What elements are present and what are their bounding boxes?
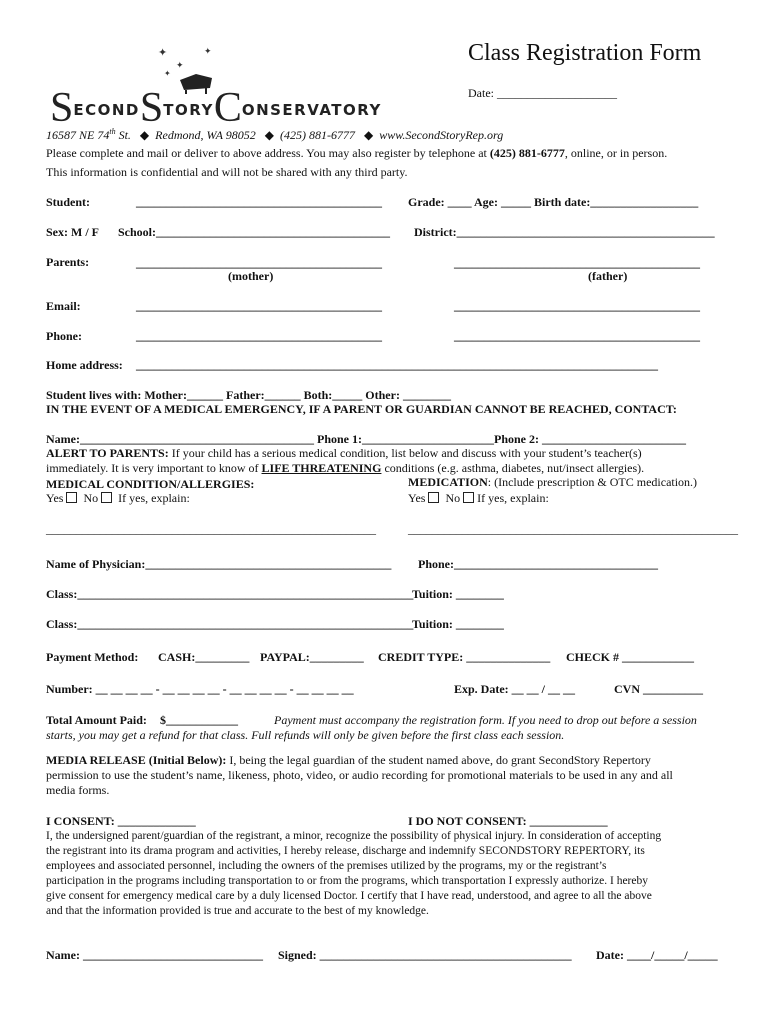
media-release-line-3: media forms. bbox=[46, 783, 110, 797]
tuition-1-input[interactable]: Tuition: ________ bbox=[412, 587, 504, 601]
svg-text:✦: ✦ bbox=[176, 60, 184, 70]
form-title: Class Registration Form bbox=[468, 40, 702, 66]
medication-label: MEDICATION bbox=[408, 475, 488, 489]
email-label: Email: bbox=[46, 299, 81, 313]
medication-no-checkbox[interactable] bbox=[463, 492, 474, 503]
conservatory-logo bbox=[50, 44, 382, 131]
signature-name-input[interactable]: Name: ______________________________ bbox=[46, 948, 263, 962]
payment-note-1: Payment must accompany the registration form. If you need to drop out before a session bbox=[274, 713, 697, 727]
if-yes-label: If yes, explain: bbox=[118, 491, 190, 505]
email-input-1[interactable]: _________________________________________ bbox=[136, 299, 382, 313]
mother-input[interactable]: _________________________________________ bbox=[136, 256, 382, 270]
lives-with-fields[interactable]: Student lives with: Mother:______ Father:______ Both:_____ Other: ________ bbox=[46, 388, 451, 402]
alert-line-1 bbox=[46, 446, 642, 461]
no-label: No bbox=[445, 491, 461, 505]
medication-label-line bbox=[408, 475, 697, 490]
date-field[interactable]: Date: ____________________ bbox=[468, 86, 617, 100]
email-input-2[interactable]: _________________________________________ bbox=[454, 299, 700, 313]
city: Redmond, WA 98052 bbox=[155, 128, 256, 142]
total-amount-input[interactable]: $____________ bbox=[160, 713, 238, 727]
bullet-icon: ◆ bbox=[264, 128, 274, 142]
card-number-input[interactable]: Number: __ __ __ __ - __ __ __ __ - __ __ __ __ - __ __ __ __ bbox=[46, 682, 354, 696]
medical-explain-input[interactable]: _______________________________________________________ bbox=[46, 522, 376, 536]
instructions-phone: (425) 881-6777 bbox=[489, 146, 565, 160]
if-yes-label: If yes, explain: bbox=[477, 491, 549, 505]
liability-line: participation in the programs including transportation to or from the programs, which transportation I expressly authorize. I hereby bbox=[46, 875, 648, 887]
alert-text: If your child has a serious medical condition, list below and discuss with your student’s teacher(s) bbox=[168, 446, 642, 460]
street: 16587 NE 74 bbox=[46, 128, 110, 142]
street-end: St. bbox=[115, 128, 131, 142]
phone-label: Phone: bbox=[46, 329, 82, 343]
alert-text-pre: immediately. It is very important to know of bbox=[46, 461, 262, 475]
check-number-input[interactable]: CHECK # ____________ bbox=[566, 650, 695, 664]
liability-line: I, the undersigned parent/guardian of the registrant, a minor, recognize the possibility of physical injury. In consideration of accepting bbox=[46, 830, 662, 842]
alert-line-2 bbox=[46, 461, 644, 476]
medication-yes-checkbox[interactable] bbox=[428, 492, 439, 503]
emergency-contact-fields[interactable]: Name:_______________________________________ Phone 1:______________________Phone 2: ________________________ bbox=[46, 432, 686, 446]
district-input[interactable]: District:___________________________________________ bbox=[414, 225, 715, 239]
phone-input-1[interactable]: _________________________________________ bbox=[136, 329, 382, 343]
medical-yes-checkbox[interactable] bbox=[66, 492, 77, 503]
medical-no-checkbox[interactable] bbox=[101, 492, 112, 503]
grade-age-birth-fields[interactable]: Grade: ____ Age: _____ Birth date:__________________ bbox=[408, 195, 699, 209]
liability-line: give consent for emergency medical care by a duly licensed Doctor. I certify that I have read, understood, and agree to all the above bbox=[46, 890, 652, 902]
not-consent-input[interactable]: I DO NOT CONSENT: _____________ bbox=[408, 814, 608, 828]
svg-text:✦: ✦ bbox=[204, 46, 212, 56]
instructions-text: Please complete and mail or deliver to above address. You may also register by telephone at bbox=[46, 146, 490, 160]
life-threatening-text: LIFE THREATENING bbox=[261, 461, 382, 475]
student-input[interactable]: _________________________________________ bbox=[136, 195, 382, 209]
medication-note: : (Include prescription & OTC medication.) bbox=[487, 475, 698, 489]
school-input[interactable]: School:_______________________________________ bbox=[118, 225, 391, 239]
class-2-input[interactable]: Class:________________________________________________________ bbox=[46, 617, 414, 631]
medical-condition-label: MEDICAL CONDITION/ALLERGIES: bbox=[46, 477, 255, 491]
yes-label: Yes bbox=[46, 491, 64, 505]
media-release-line-1 bbox=[46, 753, 651, 768]
exp-date-input[interactable]: Exp. Date: __ __ / __ __ bbox=[454, 682, 575, 696]
paypal-input[interactable]: PAYPAL:_________ bbox=[260, 650, 364, 664]
consent-input[interactable]: I CONSENT: _____________ bbox=[46, 814, 196, 828]
website: www.SecondStoryRep.org bbox=[379, 128, 504, 142]
payment-method-label: Payment Method: bbox=[46, 650, 139, 664]
home-address-input[interactable]: _______________________________________________________________________________________ bbox=[136, 358, 658, 372]
confidential-note: This information is confidential and will not be shared with any third party. bbox=[46, 165, 408, 179]
svg-text:✦: ✦ bbox=[164, 69, 171, 78]
street-sup: th bbox=[109, 127, 116, 136]
bullet-icon: ◆ bbox=[139, 128, 150, 142]
father-caption: (father) bbox=[588, 269, 628, 283]
liability-line: employees and associated personnel, including the owners of the premises utilized by the programs, my or the registrant’s bbox=[46, 860, 607, 872]
mother-caption: (mother) bbox=[228, 269, 274, 283]
yes-label: Yes bbox=[408, 491, 426, 505]
liability-line: the registrant into its drama program and activities, I hereby release, discharge and indemnify SECONDSTORY REPERTORY, its bbox=[46, 845, 645, 857]
signature-input[interactable]: Signed: __________________________________________ bbox=[278, 948, 572, 962]
phone: (425) 881-6777 bbox=[279, 128, 355, 142]
alert-label: ALERT TO PARENTS: bbox=[46, 446, 169, 460]
address-line bbox=[46, 127, 503, 143]
signature-date-input[interactable]: Date: ____/_____/_____ bbox=[596, 948, 718, 962]
media-release-text: I, being the legal guardian of the student named above, do grant SecondStory Repertory bbox=[226, 753, 651, 767]
alert-text-post: conditions (e.g. asthma, diabetes, nut/insect allergies). bbox=[381, 461, 645, 475]
phone-input-2[interactable]: _________________________________________ bbox=[454, 329, 700, 343]
credit-type-input[interactable]: CREDIT TYPE: ______________ bbox=[378, 650, 551, 664]
emergency-heading: IN THE EVENT OF A MEDICAL EMERGENCY, IF A PARENT OR GUARDIAN CANNOT BE REACHED, CONTACT: bbox=[46, 402, 677, 416]
home-address-label: Home address: bbox=[46, 358, 123, 372]
no-label: No bbox=[83, 491, 99, 505]
physician-phone-input[interactable]: Phone:__________________________________ bbox=[418, 557, 658, 571]
logo-text: SECONDSTORYCONSERVATORY bbox=[50, 85, 382, 131]
instructions-text-end: , online, or in person. bbox=[564, 146, 668, 160]
medical-yes-no bbox=[46, 491, 190, 506]
bullet-icon: ◆ bbox=[363, 128, 374, 142]
medication-explain-input[interactable]: _______________________________________________________ bbox=[408, 522, 738, 536]
media-release-label: MEDIA RELEASE (Initial Below): bbox=[46, 753, 227, 767]
cvn-input[interactable]: CVN __________ bbox=[614, 682, 703, 696]
liability-line: and that the information provided is true and accurate to the best of my knowledge. bbox=[46, 905, 429, 917]
tuition-2-input[interactable]: Tuition: ________ bbox=[412, 617, 504, 631]
parents-label: Parents: bbox=[46, 255, 90, 269]
total-amount-label: Total Amount Paid: bbox=[46, 713, 147, 727]
svg-text:✦: ✦ bbox=[158, 47, 168, 59]
cash-input[interactable]: CASH:_________ bbox=[158, 650, 250, 664]
class-1-input[interactable]: Class:________________________________________________________ bbox=[46, 587, 414, 601]
media-release-line-2: permission to use the student’s name, likeness, photo, video, or audio recording for promotional materials to be used in any and all bbox=[46, 768, 673, 782]
instructions bbox=[46, 146, 667, 161]
medication-yes-no bbox=[408, 491, 549, 506]
student-label: Student: bbox=[46, 195, 91, 209]
physician-input[interactable]: Name of Physician:_________________________________________ bbox=[46, 557, 392, 571]
sex-field[interactable]: Sex: M / F bbox=[46, 225, 99, 239]
father-input[interactable]: _________________________________________ bbox=[454, 256, 700, 270]
payment-note-2: starts, you may get a refund for that class. Full refunds will only be given before the first class each session. bbox=[46, 728, 565, 742]
